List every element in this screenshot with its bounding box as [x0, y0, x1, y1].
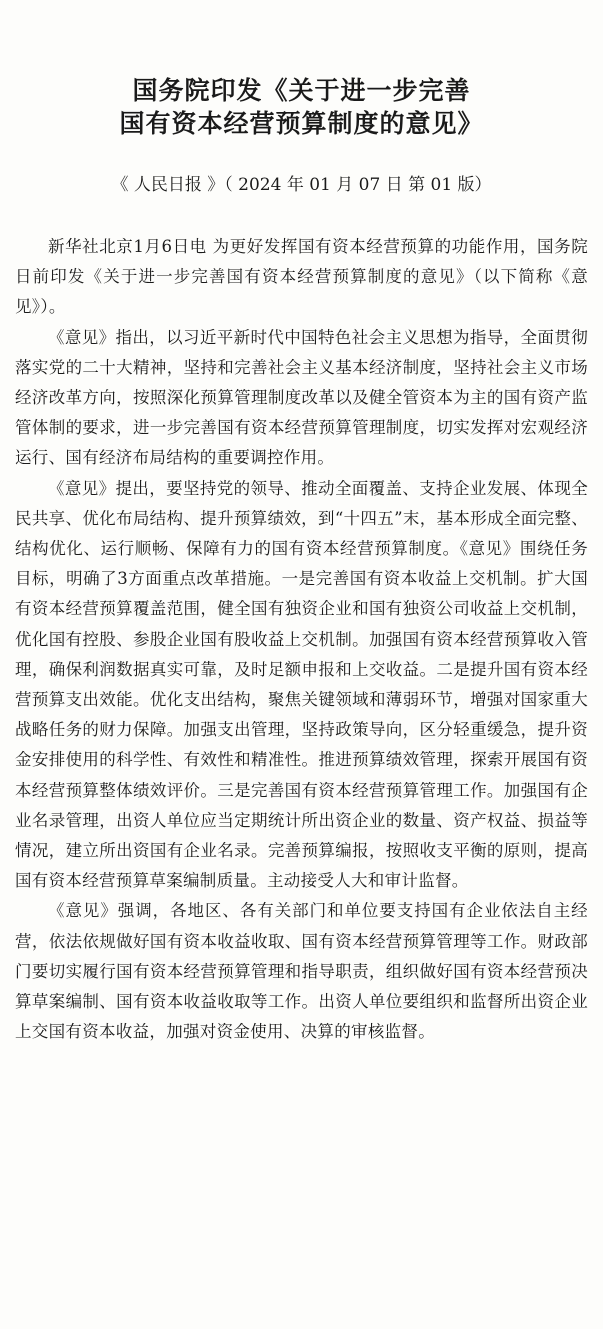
article-title: [0, 74, 603, 140]
article-paragraph: 《意见》指出，以习近平新时代中国特色社会主义思想为指导，全面贯彻落实党的二十大精神，坚持和完善社会主义基本经济制度，坚持社会主义市场经济改革方向，按照深化预算管理制度改革以及健全管资本为主的国有资产监管体制的要求，进一步完善国有资本经营预算管理制度，切实发挥对宏观经济运行、国有经济布局结构的重要调控作用。: [15, 327, 588, 468]
article-paragraph: 《意见》强调，各地区、各有关部门和单位要支持国有企业依法自主经营，依法依规做好国有资本收益收取、国有资本经营预算管理等工作。财政部门要切实履行国有资本经营预算管理和指导职责，组织做好国有资本经营预决算草案编制、国有资本收益收取等工作。出资人单位要组织和监督所出资企业上交国有资本收益，加强对资金使用、决算的审核监督。: [15, 901, 588, 1042]
article-title-line-1: 国务院印发《关于进一步完善: [132, 76, 471, 105]
article-source: 《 人民日报 》（ 2024 年 01 月 07 日 第 01 版）: [111, 175, 492, 195]
article-title-line-2: 国有资本经营预算制度的意见》: [119, 109, 484, 138]
article-paragraph: 《意见》提出，要坚持党的领导、推动全面覆盖、支持企业发展、体现全民共享、优化布局结构、提升预算绩效，到“十四五”末，基本形成全面完整、结构优化、运行顺畅、保障有力的国有资本经营预算制度。《意见》围绕任务目标，明确了3方面重点改革措施。一是完善国有资本收益上交机制。扩大国有资本经营预算覆盖范围，健全国有独资企业和国有独资公司收益上交机制，优化国有控股、参股企业国有股收益上交机制。加强国有资本经营预算收入管理，确保利润数据真实可靠，及时足额申报和上交收益。二是提升国有资本经营预算支出效能。优化支出结构，聚焦关键领域和薄弱环节，增强对国家重大战略任务的财力保障。加强支出管理，坚持政策导向，区分轻重缓急，提升资金安排使用的科学性、有效性和精准性。推进预算绩效管理，探索开展国有资本经营预算整体绩效评价。三是完善国有资本经营预算管理工作。加强国有企业名录管理，出资人单位应当定期统计所出资企业的数量、资产权益、损益等情况，建立所出资国有企业名录。完善预算编报，按照收支平衡的原则，提高国有资本经营预算草案编制质量。主动接受人大和审计监督。: [15, 478, 588, 891]
article-body: [15, 232, 588, 1047]
article-paragraph: 新华社北京1月6日电 为更好发挥国有资本经营预算的功能作用，国务院日前印发《关于进一步完善国有资本经营预算制度的意见》（以下简称《意见》）。: [15, 237, 588, 317]
